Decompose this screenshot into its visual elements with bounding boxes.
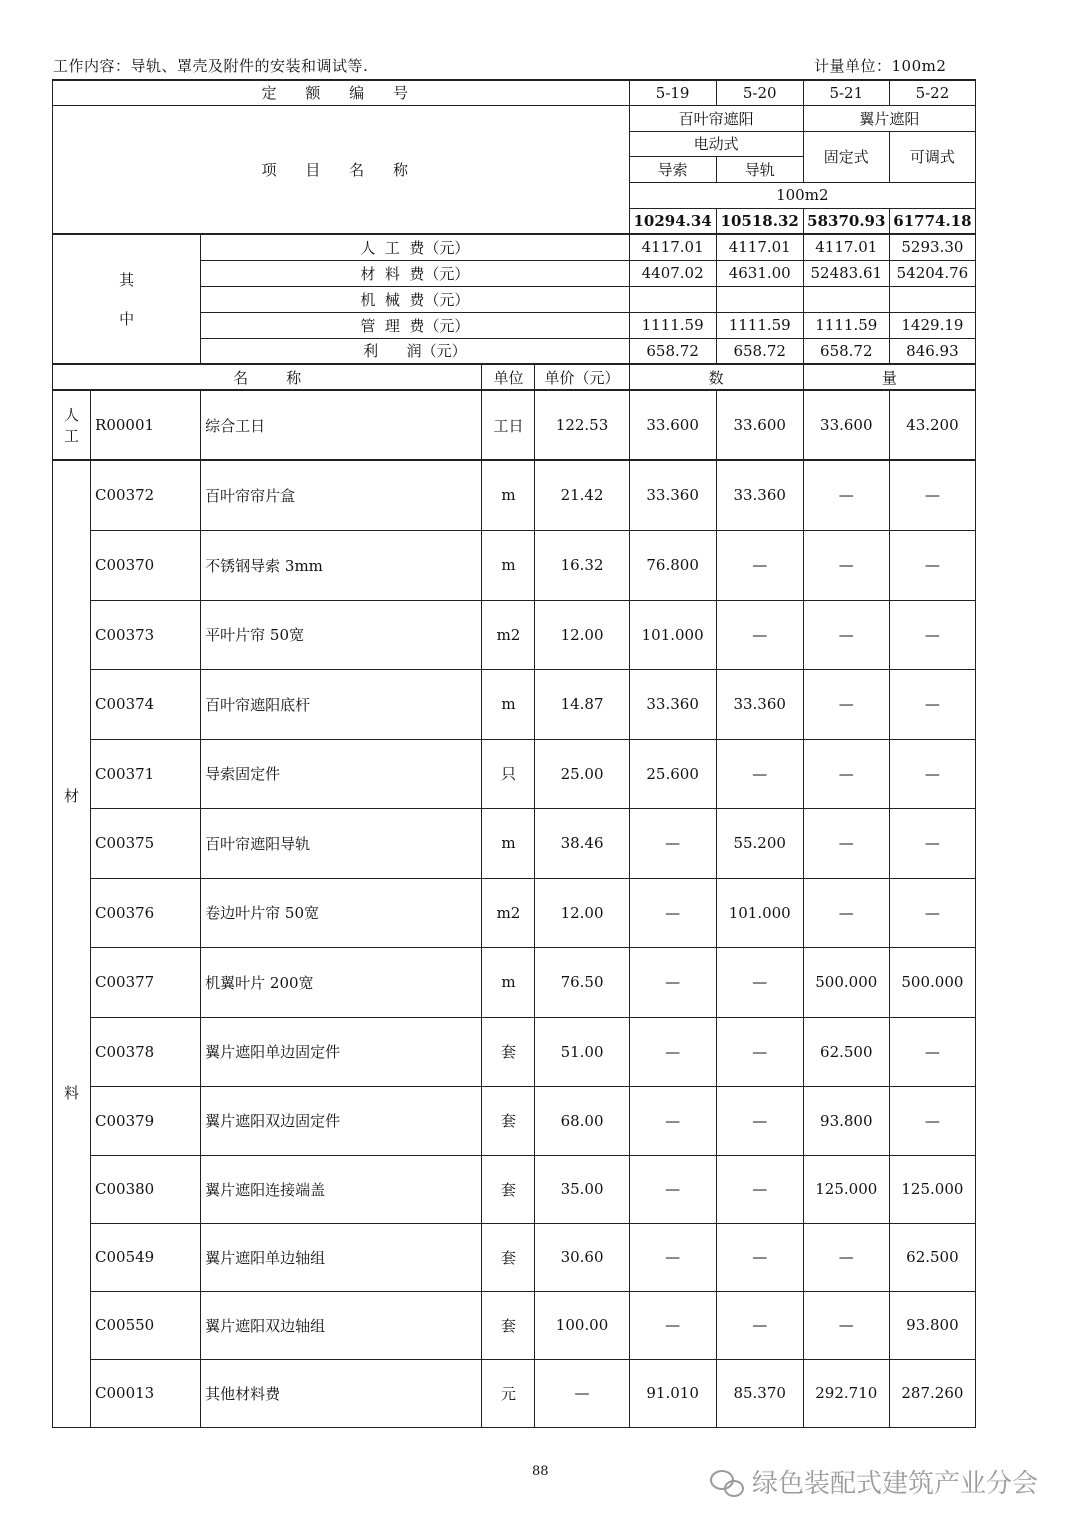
quantity: —: [889, 739, 975, 808]
resource-unit: m: [482, 808, 535, 878]
resource-unit: 套: [482, 1086, 535, 1155]
cost-value: [889, 286, 975, 312]
resource-unit: m: [482, 669, 535, 739]
resource-name: 百叶帘帘片盒: [201, 460, 482, 530]
quantity: —: [629, 1291, 716, 1359]
quantity: —: [716, 600, 803, 669]
group-louver: 百叶帘遮阳: [629, 105, 803, 131]
quantity: 101.000: [716, 878, 803, 947]
material-row: [53, 1223, 976, 1291]
resource-unit: m2: [482, 878, 535, 947]
resource-name: 导索固定件: [201, 739, 482, 808]
cost-value: 1111.59: [629, 312, 716, 338]
resource-code: C00377: [91, 947, 201, 1017]
measurement-unit: 计量单位：100m2: [814, 57, 947, 75]
quantity: 33.360: [716, 669, 803, 739]
quantity: 500.000: [803, 947, 889, 1017]
quantity: 91.010: [629, 1359, 716, 1427]
cost-value: [803, 286, 889, 312]
quota-code-label: 定 额 编 号: [53, 80, 630, 105]
watermark: [710, 1463, 1038, 1500]
resource-code: C00379: [91, 1086, 201, 1155]
watermark-text: 绿色装配式建筑产业分会: [752, 1469, 1039, 1499]
quantity: 33.360: [716, 460, 803, 530]
resource-code: C00371: [91, 739, 201, 808]
resource-name: 卷边叶片帘 50宽: [201, 878, 482, 947]
cost-value: 4117.01: [629, 234, 716, 260]
quantity: —: [803, 1291, 889, 1359]
resource-unit: 套: [482, 1223, 535, 1291]
material-row: [53, 1359, 976, 1427]
col-qty-header-1: 数: [629, 364, 803, 390]
cost-value: 4117.01: [803, 234, 889, 260]
quantity: 85.370: [716, 1359, 803, 1427]
resource-unit: 套: [482, 1155, 535, 1223]
resource-unit: m: [482, 460, 535, 530]
col-qty-header-2: 量: [803, 364, 975, 390]
cost-value: 4631.00: [716, 260, 803, 286]
unit-price: —: [535, 1359, 629, 1427]
unit-label: 100m2: [629, 182, 975, 208]
quantity: 76.800: [629, 530, 716, 600]
cost-label: 管 理 费（元）: [201, 312, 629, 338]
header-group-row: [53, 105, 976, 131]
cost-value: 846.93: [889, 338, 975, 364]
quantity: 55.200: [716, 808, 803, 878]
resource-unit: 只: [482, 739, 535, 808]
quota-code: 5-20: [716, 80, 803, 105]
quantity: 101.000: [629, 600, 716, 669]
quantity: 292.710: [803, 1359, 889, 1427]
unit-price: 38.46: [535, 808, 629, 878]
unit-price: 12.00: [535, 878, 629, 947]
resource-name: 机翼叶片 200宽: [201, 947, 482, 1017]
unit-price: 68.00: [535, 1086, 629, 1155]
col-name-header: 名 称: [53, 364, 482, 390]
cost-value: 54204.76: [889, 260, 975, 286]
quantity: 62.500: [889, 1223, 975, 1291]
material-row: [53, 600, 976, 669]
resource-code: C00374: [91, 669, 201, 739]
quantity: —: [889, 530, 975, 600]
quantity: 287.260: [889, 1359, 975, 1427]
resource-name: 其他材料费: [201, 1359, 482, 1427]
unit-price: 100.00: [535, 1291, 629, 1359]
resource-code: C00013: [91, 1359, 201, 1427]
resource-code: C00375: [91, 808, 201, 878]
total-value: 58370.93: [803, 208, 889, 234]
quantity: —: [803, 460, 889, 530]
cost-value: 1429.19: [889, 312, 975, 338]
cost-value: [629, 286, 716, 312]
quantity: —: [803, 669, 889, 739]
resource-name: 百叶帘遮阳导轨: [201, 808, 482, 878]
quantity: —: [889, 1086, 975, 1155]
material-row: [53, 808, 976, 878]
material-row: [53, 1291, 976, 1359]
cost-value: [716, 286, 803, 312]
quantity: —: [629, 1086, 716, 1155]
unit-price: 76.50: [535, 947, 629, 1017]
resource-name: 翼片遮阳双边轴组: [201, 1291, 482, 1359]
resource-name: 翼片遮阳连接端盖: [201, 1155, 482, 1223]
quantity: —: [889, 878, 975, 947]
resource-code: C00372: [91, 460, 201, 530]
quantity: 25.600: [629, 739, 716, 808]
material-row: [53, 530, 976, 600]
material-row: [53, 739, 976, 808]
quantity: —: [716, 1291, 803, 1359]
wechat-icon: [710, 1468, 744, 1496]
page-number: 88: [532, 1464, 549, 1479]
resource-name: 平叶片帘 50宽: [201, 600, 482, 669]
material-row: [53, 460, 976, 530]
quantity: 33.360: [629, 460, 716, 530]
quantity: —: [716, 739, 803, 808]
resource-code: C00549: [91, 1223, 201, 1291]
column-header-row: [53, 364, 976, 390]
quantity: —: [629, 1223, 716, 1291]
quota-code: 5-21: [803, 80, 889, 105]
quantity: —: [716, 1155, 803, 1223]
quantity: 33.600: [803, 390, 889, 460]
cost-label: 机 械 费（元）: [201, 286, 629, 312]
cost-row: [53, 234, 976, 260]
quota-code-row: [53, 80, 976, 105]
cost-value: 1111.59: [716, 312, 803, 338]
material-row: [53, 1017, 976, 1086]
unit-price: 21.42: [535, 460, 629, 530]
quantity: —: [889, 600, 975, 669]
unit-price: 16.32: [535, 530, 629, 600]
resource-unit: 套: [482, 1291, 535, 1359]
quota-table: [52, 79, 976, 1428]
cost-value: 5293.30: [889, 234, 975, 260]
quantity: —: [629, 1017, 716, 1086]
quantity: —: [716, 1086, 803, 1155]
cost-value: 658.72: [803, 338, 889, 364]
quantity: —: [803, 530, 889, 600]
quantity: 93.800: [803, 1086, 889, 1155]
unit-price: 30.60: [535, 1223, 629, 1291]
resource-code: C00550: [91, 1291, 201, 1359]
material-section-label: 材 料: [53, 460, 91, 1427]
unit-price: 12.00: [535, 600, 629, 669]
resource-name: 翼片遮阳单边固定件: [201, 1017, 482, 1086]
electric-label: 电动式: [629, 131, 803, 156]
rail-label: 导轨: [716, 156, 803, 182]
quantity: —: [803, 1223, 889, 1291]
quantity: 125.000: [889, 1155, 975, 1223]
quota-code: 5-19: [629, 80, 716, 105]
quantity: —: [803, 739, 889, 808]
resource-code: C00373: [91, 600, 201, 669]
material-row: [53, 1155, 976, 1223]
cost-label: 人 工 费（元）: [201, 234, 629, 260]
qizhong-label: 其 中: [53, 234, 201, 364]
total-value: 61774.18: [889, 208, 975, 234]
quantity: —: [803, 878, 889, 947]
quantity: —: [803, 808, 889, 878]
cable-label: 导索: [629, 156, 716, 182]
resource-code: R00001: [91, 390, 201, 460]
resource-name: 百叶帘遮阳底杆: [201, 669, 482, 739]
labor-row: [53, 390, 976, 460]
col-unit-header: 单位: [482, 364, 535, 390]
quantity: 33.600: [629, 390, 716, 460]
resource-unit: m: [482, 530, 535, 600]
quantity: —: [889, 808, 975, 878]
resource-unit: 套: [482, 1017, 535, 1086]
unit-price: 25.00: [535, 739, 629, 808]
unit-price: 51.00: [535, 1017, 629, 1086]
col-price-header: 单价（元）: [535, 364, 629, 390]
quantity: —: [889, 669, 975, 739]
labor-section-label: 人 工: [53, 390, 91, 460]
material-row: [53, 878, 976, 947]
material-row: [53, 1086, 976, 1155]
resource-name: 不锈钢导索 3mm: [201, 530, 482, 600]
unit-price: 35.00: [535, 1155, 629, 1223]
cost-value: 658.72: [629, 338, 716, 364]
unit-price: 122.53: [535, 390, 629, 460]
resource-unit: 工日: [482, 390, 535, 460]
quantity: 500.000: [889, 947, 975, 1017]
fixed-label: 固定式: [803, 131, 889, 182]
resource-name: 翼片遮阳单边轴组: [201, 1223, 482, 1291]
resource-name: 综合工日: [201, 390, 482, 460]
cost-value: 52483.61: [803, 260, 889, 286]
material-row: [53, 947, 976, 1017]
resource-unit: m: [482, 947, 535, 1017]
quantity: —: [889, 460, 975, 530]
resource-code: C00370: [91, 530, 201, 600]
material-row: [53, 669, 976, 739]
resource-code: C00376: [91, 878, 201, 947]
quantity: 125.000: [803, 1155, 889, 1223]
resource-name: 翼片遮阳双边固定件: [201, 1086, 482, 1155]
cost-value: 4407.02: [629, 260, 716, 286]
resource-unit: m2: [482, 600, 535, 669]
quantity: —: [629, 878, 716, 947]
quantity: —: [889, 1017, 975, 1086]
quantity: 62.500: [803, 1017, 889, 1086]
quantity: —: [629, 1155, 716, 1223]
cost-label: 材 料 费（元）: [201, 260, 629, 286]
work-content: 工作内容：导轨、罩壳及附件的安装和调试等.: [53, 57, 369, 75]
quantity: —: [716, 947, 803, 1017]
quantity: 93.800: [889, 1291, 975, 1359]
cost-label: 利 润（元）: [201, 338, 629, 364]
quantity: —: [629, 808, 716, 878]
quantity: —: [629, 947, 716, 1017]
total-value: 10294.34: [629, 208, 716, 234]
quantity: 33.360: [629, 669, 716, 739]
quantity: —: [716, 1223, 803, 1291]
quantity: 33.600: [716, 390, 803, 460]
cost-value: 4117.01: [716, 234, 803, 260]
group-wing: 翼片遮阳: [803, 105, 975, 131]
resource-code: C00378: [91, 1017, 201, 1086]
quantity: —: [716, 1017, 803, 1086]
total-value: 10518.32: [716, 208, 803, 234]
adjustable-label: 可调式: [889, 131, 975, 182]
cost-value: 658.72: [716, 338, 803, 364]
quota-code: 5-22: [889, 80, 975, 105]
resource-unit: 元: [482, 1359, 535, 1427]
resource-code: C00380: [91, 1155, 201, 1223]
quantity: —: [803, 600, 889, 669]
quantity: 43.200: [889, 390, 975, 460]
item-name-label: 项 目 名 称: [53, 105, 630, 234]
unit-price: 14.87: [535, 669, 629, 739]
quantity: —: [716, 530, 803, 600]
cost-value: 1111.59: [803, 312, 889, 338]
